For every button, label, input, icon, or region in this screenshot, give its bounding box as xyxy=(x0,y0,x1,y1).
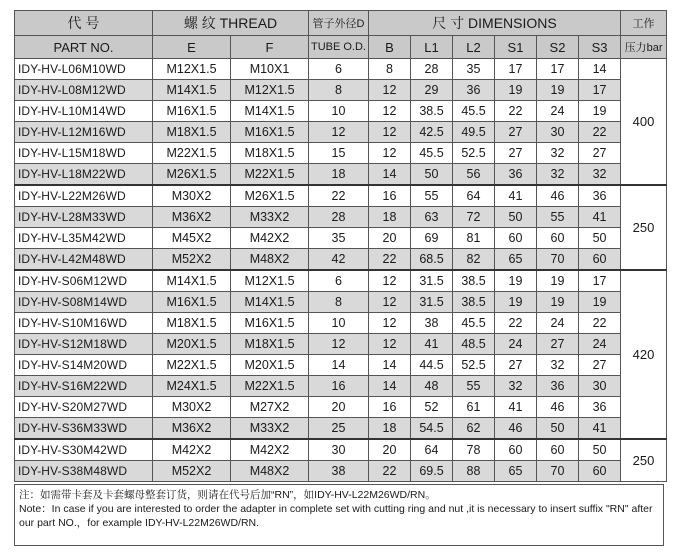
cell-working-pressure: 250 xyxy=(621,439,667,482)
cell-dim-l2: 72 xyxy=(453,207,495,228)
cell-thread-e: M52X2 xyxy=(153,249,231,271)
header-s3: S3 xyxy=(579,36,621,59)
cell-dim-s1: 60 xyxy=(495,228,537,249)
cell-part-no: IDY-HV-L18M22WD xyxy=(15,164,153,186)
cell-dim-s2: 32 xyxy=(537,143,579,164)
cell-thread-e: M14X1.5 xyxy=(153,80,231,101)
cell-dim-l2: 61 xyxy=(453,397,495,418)
cell-dim-s2: 70 xyxy=(537,249,579,271)
cell-tube-od: 18 xyxy=(309,164,369,186)
header-dimensions: 尺 寸 DIMENSIONS xyxy=(369,11,621,36)
cell-dim-s2: 50 xyxy=(537,418,579,440)
cell-thread-f: M42X2 xyxy=(231,228,309,249)
cell-part-no: IDY-HV-S12M18WD xyxy=(15,334,153,355)
cell-dim-l1: 29 xyxy=(411,80,453,101)
cell-part-no: IDY-HV-S14M20WD xyxy=(15,355,153,376)
cell-thread-f: M26X1.5 xyxy=(231,185,309,207)
cell-part-no: IDY-HV-L35M42WD xyxy=(15,228,153,249)
cell-dim-s1: 19 xyxy=(495,80,537,101)
cell-dim-s2: 60 xyxy=(537,228,579,249)
cell-part-no: IDY-HV-L15M18WD xyxy=(15,143,153,164)
header-l1: L1 xyxy=(411,36,453,59)
header-l2: L2 xyxy=(453,36,495,59)
cell-thread-f: M33X2 xyxy=(231,207,309,228)
cell-dim-s1: 65 xyxy=(495,461,537,482)
cell-thread-e: M22X1.5 xyxy=(153,143,231,164)
table-body xyxy=(15,59,667,482)
order-note xyxy=(14,484,664,546)
cell-tube-od: 16 xyxy=(309,376,369,397)
cell-dim-s3: 19 xyxy=(579,292,621,313)
cell-thread-e: M42X2 xyxy=(153,439,231,461)
table-row xyxy=(15,249,667,271)
cell-thread-f: M27X2 xyxy=(231,397,309,418)
header-s1: S1 xyxy=(495,36,537,59)
cell-dim-s3: 50 xyxy=(579,439,621,461)
cell-dim-b: 22 xyxy=(369,461,411,482)
cell-dim-l1: 28 xyxy=(411,59,453,80)
cell-thread-e: M36X2 xyxy=(153,418,231,440)
cell-dim-b: 18 xyxy=(369,207,411,228)
cell-dim-s3: 41 xyxy=(579,207,621,228)
cell-thread-f: M18X1.5 xyxy=(231,143,309,164)
cell-part-no: IDY-HV-L06M10WD xyxy=(15,59,153,80)
table-row xyxy=(15,207,667,228)
cell-tube-od: 22 xyxy=(309,185,369,207)
cell-tube-od: 12 xyxy=(309,122,369,143)
cell-dim-b: 22 xyxy=(369,249,411,271)
cell-tube-od: 28 xyxy=(309,207,369,228)
cell-dim-l2: 55 xyxy=(453,376,495,397)
cell-dim-s1: 19 xyxy=(495,270,537,292)
cell-dim-s1: 27 xyxy=(495,143,537,164)
cell-dim-b: 12 xyxy=(369,122,411,143)
cell-dim-s1: 22 xyxy=(495,101,537,122)
header-pressure-unit: 压力bar xyxy=(621,36,667,59)
cell-tube-od: 12 xyxy=(309,334,369,355)
cell-thread-f: M14X1.5 xyxy=(231,101,309,122)
header-row-1 xyxy=(15,11,667,36)
cell-dim-b: 12 xyxy=(369,101,411,122)
cell-tube-od: 20 xyxy=(309,397,369,418)
cell-dim-s2: 32 xyxy=(537,164,579,186)
cell-part-no: IDY-HV-L08M12WD xyxy=(15,80,153,101)
cell-dim-s3: 19 xyxy=(579,101,621,122)
table-row xyxy=(15,355,667,376)
cell-thread-e: M14X1.5 xyxy=(153,270,231,292)
cell-tube-od: 8 xyxy=(309,292,369,313)
cell-tube-od: 30 xyxy=(309,439,369,461)
cell-dim-s2: 19 xyxy=(537,270,579,292)
cell-dim-l1: 38.5 xyxy=(411,101,453,122)
cell-dim-b: 12 xyxy=(369,270,411,292)
table-row xyxy=(15,185,667,207)
cell-dim-s1: 27 xyxy=(495,122,537,143)
cell-dim-s2: 70 xyxy=(537,461,579,482)
cell-dim-l2: 56 xyxy=(453,164,495,186)
table-row xyxy=(15,439,667,461)
cell-working-pressure: 420 xyxy=(621,270,667,439)
cell-dim-l1: 54.5 xyxy=(411,418,453,440)
cell-dim-b: 12 xyxy=(369,313,411,334)
cell-dim-l2: 82 xyxy=(453,249,495,271)
header-row-2 xyxy=(15,36,667,59)
header-thread: 螺 纹 THREAD xyxy=(153,11,309,36)
cell-part-no: IDY-HV-S20M27WD xyxy=(15,397,153,418)
table-row xyxy=(15,418,667,440)
cell-thread-f: M42X2 xyxy=(231,439,309,461)
cell-dim-l1: 55 xyxy=(411,185,453,207)
header-e: E xyxy=(153,36,231,59)
cell-thread-e: M45X2 xyxy=(153,228,231,249)
cell-dim-l2: 52.5 xyxy=(453,143,495,164)
cell-dim-s1: 46 xyxy=(495,418,537,440)
cell-dim-s1: 24 xyxy=(495,334,537,355)
cell-dim-s2: 46 xyxy=(537,397,579,418)
cell-dim-s2: 55 xyxy=(537,207,579,228)
cell-dim-s1: 60 xyxy=(495,439,537,461)
cell-dim-l2: 36 xyxy=(453,80,495,101)
cell-thread-f: M18X1.5 xyxy=(231,334,309,355)
table-row xyxy=(15,80,667,101)
header-tube-od: TUBE O.D. xyxy=(309,36,369,59)
cell-dim-s2: 24 xyxy=(537,101,579,122)
cell-thread-f: M48X2 xyxy=(231,249,309,271)
cell-dim-s2: 46 xyxy=(537,185,579,207)
cell-dim-b: 16 xyxy=(369,185,411,207)
cell-part-no: IDY-HV-S08M14WD xyxy=(15,292,153,313)
table-row xyxy=(15,397,667,418)
cell-dim-s2: 32 xyxy=(537,355,579,376)
cell-dim-s3: 41 xyxy=(579,418,621,440)
cell-tube-od: 10 xyxy=(309,313,369,334)
header-f: F xyxy=(231,36,309,59)
cell-dim-l1: 31.5 xyxy=(411,270,453,292)
cell-dim-s3: 17 xyxy=(579,270,621,292)
cell-dim-s3: 36 xyxy=(579,397,621,418)
cell-tube-od: 6 xyxy=(309,270,369,292)
cell-dim-b: 16 xyxy=(369,397,411,418)
cell-working-pressure: 250 xyxy=(621,185,667,270)
cell-thread-f: M12X1.5 xyxy=(231,270,309,292)
cell-thread-f: M22X1.5 xyxy=(231,376,309,397)
cell-dim-l1: 31.5 xyxy=(411,292,453,313)
cell-dim-l2: 52.5 xyxy=(453,355,495,376)
cell-dim-s1: 36 xyxy=(495,164,537,186)
cell-thread-f: M22X1.5 xyxy=(231,164,309,186)
cell-dim-s1: 50 xyxy=(495,207,537,228)
cell-dim-b: 14 xyxy=(369,355,411,376)
header-code-cn: 代 号 xyxy=(15,11,153,36)
cell-thread-e: M22X1.5 xyxy=(153,355,231,376)
table-row xyxy=(15,122,667,143)
cell-thread-f: M10X1 xyxy=(231,59,309,80)
cell-dim-s2: 60 xyxy=(537,439,579,461)
cell-thread-e: M30X2 xyxy=(153,397,231,418)
cell-dim-s2: 30 xyxy=(537,122,579,143)
cell-thread-f: M16X1.5 xyxy=(231,122,309,143)
cell-dim-s2: 24 xyxy=(537,313,579,334)
cell-thread-e: M18X1.5 xyxy=(153,313,231,334)
cell-dim-l2: 38.5 xyxy=(453,270,495,292)
table-row xyxy=(15,101,667,122)
cell-dim-s2: 27 xyxy=(537,334,579,355)
cell-dim-l2: 35 xyxy=(453,59,495,80)
cell-dim-l2: 62 xyxy=(453,418,495,440)
cell-part-no: IDY-HV-L12M16WD xyxy=(15,122,153,143)
header-pressure-cn: 工作 xyxy=(621,11,667,36)
note-line-en-2: our part NO.，for example IDY-HV-L22M26WD/RN. xyxy=(19,517,260,529)
cell-dim-s3: 30 xyxy=(579,376,621,397)
cell-part-no: IDY-HV-L42M48WD xyxy=(15,249,153,271)
cell-dim-l1: 50 xyxy=(411,164,453,186)
cell-dim-s2: 19 xyxy=(537,292,579,313)
cell-dim-s2: 17 xyxy=(537,59,579,80)
header-s2: S2 xyxy=(537,36,579,59)
cell-part-no: IDY-HV-L10M14WD xyxy=(15,101,153,122)
cell-dim-b: 18 xyxy=(369,418,411,440)
cell-dim-b: 8 xyxy=(369,59,411,80)
cell-dim-s1: 17 xyxy=(495,59,537,80)
cell-dim-l1: 64 xyxy=(411,439,453,461)
table-row xyxy=(15,334,667,355)
cell-dim-l1: 41 xyxy=(411,334,453,355)
cell-dim-s1: 41 xyxy=(495,185,537,207)
cell-dim-b: 14 xyxy=(369,376,411,397)
cell-dim-l2: 78 xyxy=(453,439,495,461)
cell-dim-l1: 42.5 xyxy=(411,122,453,143)
cell-dim-s1: 19 xyxy=(495,292,537,313)
cell-part-no: IDY-HV-S30M42WD xyxy=(15,439,153,461)
cell-dim-l2: 45.5 xyxy=(453,313,495,334)
cell-dim-l1: 69.5 xyxy=(411,461,453,482)
header-b: B xyxy=(369,36,411,59)
cell-dim-l1: 63 xyxy=(411,207,453,228)
cell-dim-s3: 36 xyxy=(579,185,621,207)
cell-thread-e: M52X2 xyxy=(153,461,231,482)
cell-dim-s3: 27 xyxy=(579,143,621,164)
cell-part-no: IDY-HV-L28M33WD xyxy=(15,207,153,228)
cell-dim-s3: 60 xyxy=(579,461,621,482)
cell-dim-b: 20 xyxy=(369,228,411,249)
cell-dim-l1: 48 xyxy=(411,376,453,397)
cell-part-no: IDY-HV-S38M48WD xyxy=(15,461,153,482)
cell-dim-l2: 81 xyxy=(453,228,495,249)
cell-dim-l1: 44.5 xyxy=(411,355,453,376)
cell-thread-f: M16X1.5 xyxy=(231,313,309,334)
cell-part-no: IDY-HV-S36M33WD xyxy=(15,418,153,440)
cell-tube-od: 38 xyxy=(309,461,369,482)
cell-tube-od: 6 xyxy=(309,59,369,80)
note-line-cn: 注：如需带卡套及卡套螺母整套订货，则请在代号后加“RN”，如IDY-HV-L22M26WD/RN。 xyxy=(19,489,436,501)
cell-part-no: IDY-HV-S06M12WD xyxy=(15,270,153,292)
table-row xyxy=(15,461,667,482)
cell-dim-s3: 24 xyxy=(579,334,621,355)
cell-dim-s2: 19 xyxy=(537,80,579,101)
table-row xyxy=(15,292,667,313)
cell-dim-b: 12 xyxy=(369,292,411,313)
cell-dim-l2: 88 xyxy=(453,461,495,482)
cell-dim-s2: 36 xyxy=(537,376,579,397)
cell-thread-e: M16X1.5 xyxy=(153,292,231,313)
cell-dim-s3: 17 xyxy=(579,80,621,101)
cell-dim-l1: 45.5 xyxy=(411,143,453,164)
cell-tube-od: 35 xyxy=(309,228,369,249)
cell-dim-s1: 32 xyxy=(495,376,537,397)
cell-part-no: IDY-HV-S10M16WD xyxy=(15,313,153,334)
cell-tube-od: 25 xyxy=(309,418,369,440)
note-line-en-1: Note：In case if you are interested to order the adapter in complete set with cutting ring and nut ,it is necessary to insert suffix "RN" after xyxy=(19,503,653,515)
table-row xyxy=(15,228,667,249)
cell-dim-l2: 49.5 xyxy=(453,122,495,143)
cell-thread-e: M18X1.5 xyxy=(153,122,231,143)
cell-dim-s1: 65 xyxy=(495,249,537,271)
cell-dim-l2: 38.5 xyxy=(453,292,495,313)
header-tube-cn: 管子外径D xyxy=(309,11,369,36)
cell-dim-l1: 52 xyxy=(411,397,453,418)
cell-dim-s1: 27 xyxy=(495,355,537,376)
cell-part-no: IDY-HV-L22M26WD xyxy=(15,185,153,207)
cell-dim-s1: 22 xyxy=(495,313,537,334)
cell-tube-od: 42 xyxy=(309,249,369,271)
cell-thread-e: M26X1.5 xyxy=(153,164,231,186)
cell-thread-e: M24X1.5 xyxy=(153,376,231,397)
cell-dim-s3: 22 xyxy=(579,313,621,334)
table-row xyxy=(15,59,667,80)
table-row xyxy=(15,313,667,334)
cell-thread-f: M48X2 xyxy=(231,461,309,482)
cell-dim-b: 20 xyxy=(369,439,411,461)
cell-dim-s3: 22 xyxy=(579,122,621,143)
cell-dim-l1: 69 xyxy=(411,228,453,249)
specification-table-container xyxy=(14,10,666,482)
cell-dim-l2: 48.5 xyxy=(453,334,495,355)
cell-dim-b: 12 xyxy=(369,334,411,355)
cell-thread-f: M12X1.5 xyxy=(231,80,309,101)
specification-table xyxy=(14,10,667,482)
cell-tube-od: 8 xyxy=(309,80,369,101)
cell-thread-f: M14X1.5 xyxy=(231,292,309,313)
cell-dim-b: 12 xyxy=(369,143,411,164)
table-row xyxy=(15,376,667,397)
cell-thread-f: M20X1.5 xyxy=(231,355,309,376)
cell-dim-l2: 64 xyxy=(453,185,495,207)
cell-part-no: IDY-HV-S16M22WD xyxy=(15,376,153,397)
table-row xyxy=(15,143,667,164)
cell-dim-s3: 27 xyxy=(579,355,621,376)
header-part-no: PART NO. xyxy=(15,36,153,59)
cell-dim-l1: 68.5 xyxy=(411,249,453,271)
cell-tube-od: 14 xyxy=(309,355,369,376)
cell-thread-e: M30X2 xyxy=(153,185,231,207)
cell-dim-b: 12 xyxy=(369,80,411,101)
cell-thread-e: M16X1.5 xyxy=(153,101,231,122)
cell-tube-od: 15 xyxy=(309,143,369,164)
cell-dim-s3: 32 xyxy=(579,164,621,186)
cell-dim-l2: 45.5 xyxy=(453,101,495,122)
cell-dim-s3: 60 xyxy=(579,249,621,271)
cell-dim-b: 14 xyxy=(369,164,411,186)
table-row xyxy=(15,164,667,186)
cell-thread-e: M36X2 xyxy=(153,207,231,228)
cell-dim-l1: 38 xyxy=(411,313,453,334)
cell-thread-e: M12X1.5 xyxy=(153,59,231,80)
cell-thread-f: M33X2 xyxy=(231,418,309,440)
cell-thread-e: M20X1.5 xyxy=(153,334,231,355)
table-row xyxy=(15,270,667,292)
cell-dim-s3: 14 xyxy=(579,59,621,80)
cell-tube-od: 10 xyxy=(309,101,369,122)
cell-dim-s1: 41 xyxy=(495,397,537,418)
cell-dim-s3: 50 xyxy=(579,228,621,249)
cell-working-pressure: 400 xyxy=(621,59,667,186)
